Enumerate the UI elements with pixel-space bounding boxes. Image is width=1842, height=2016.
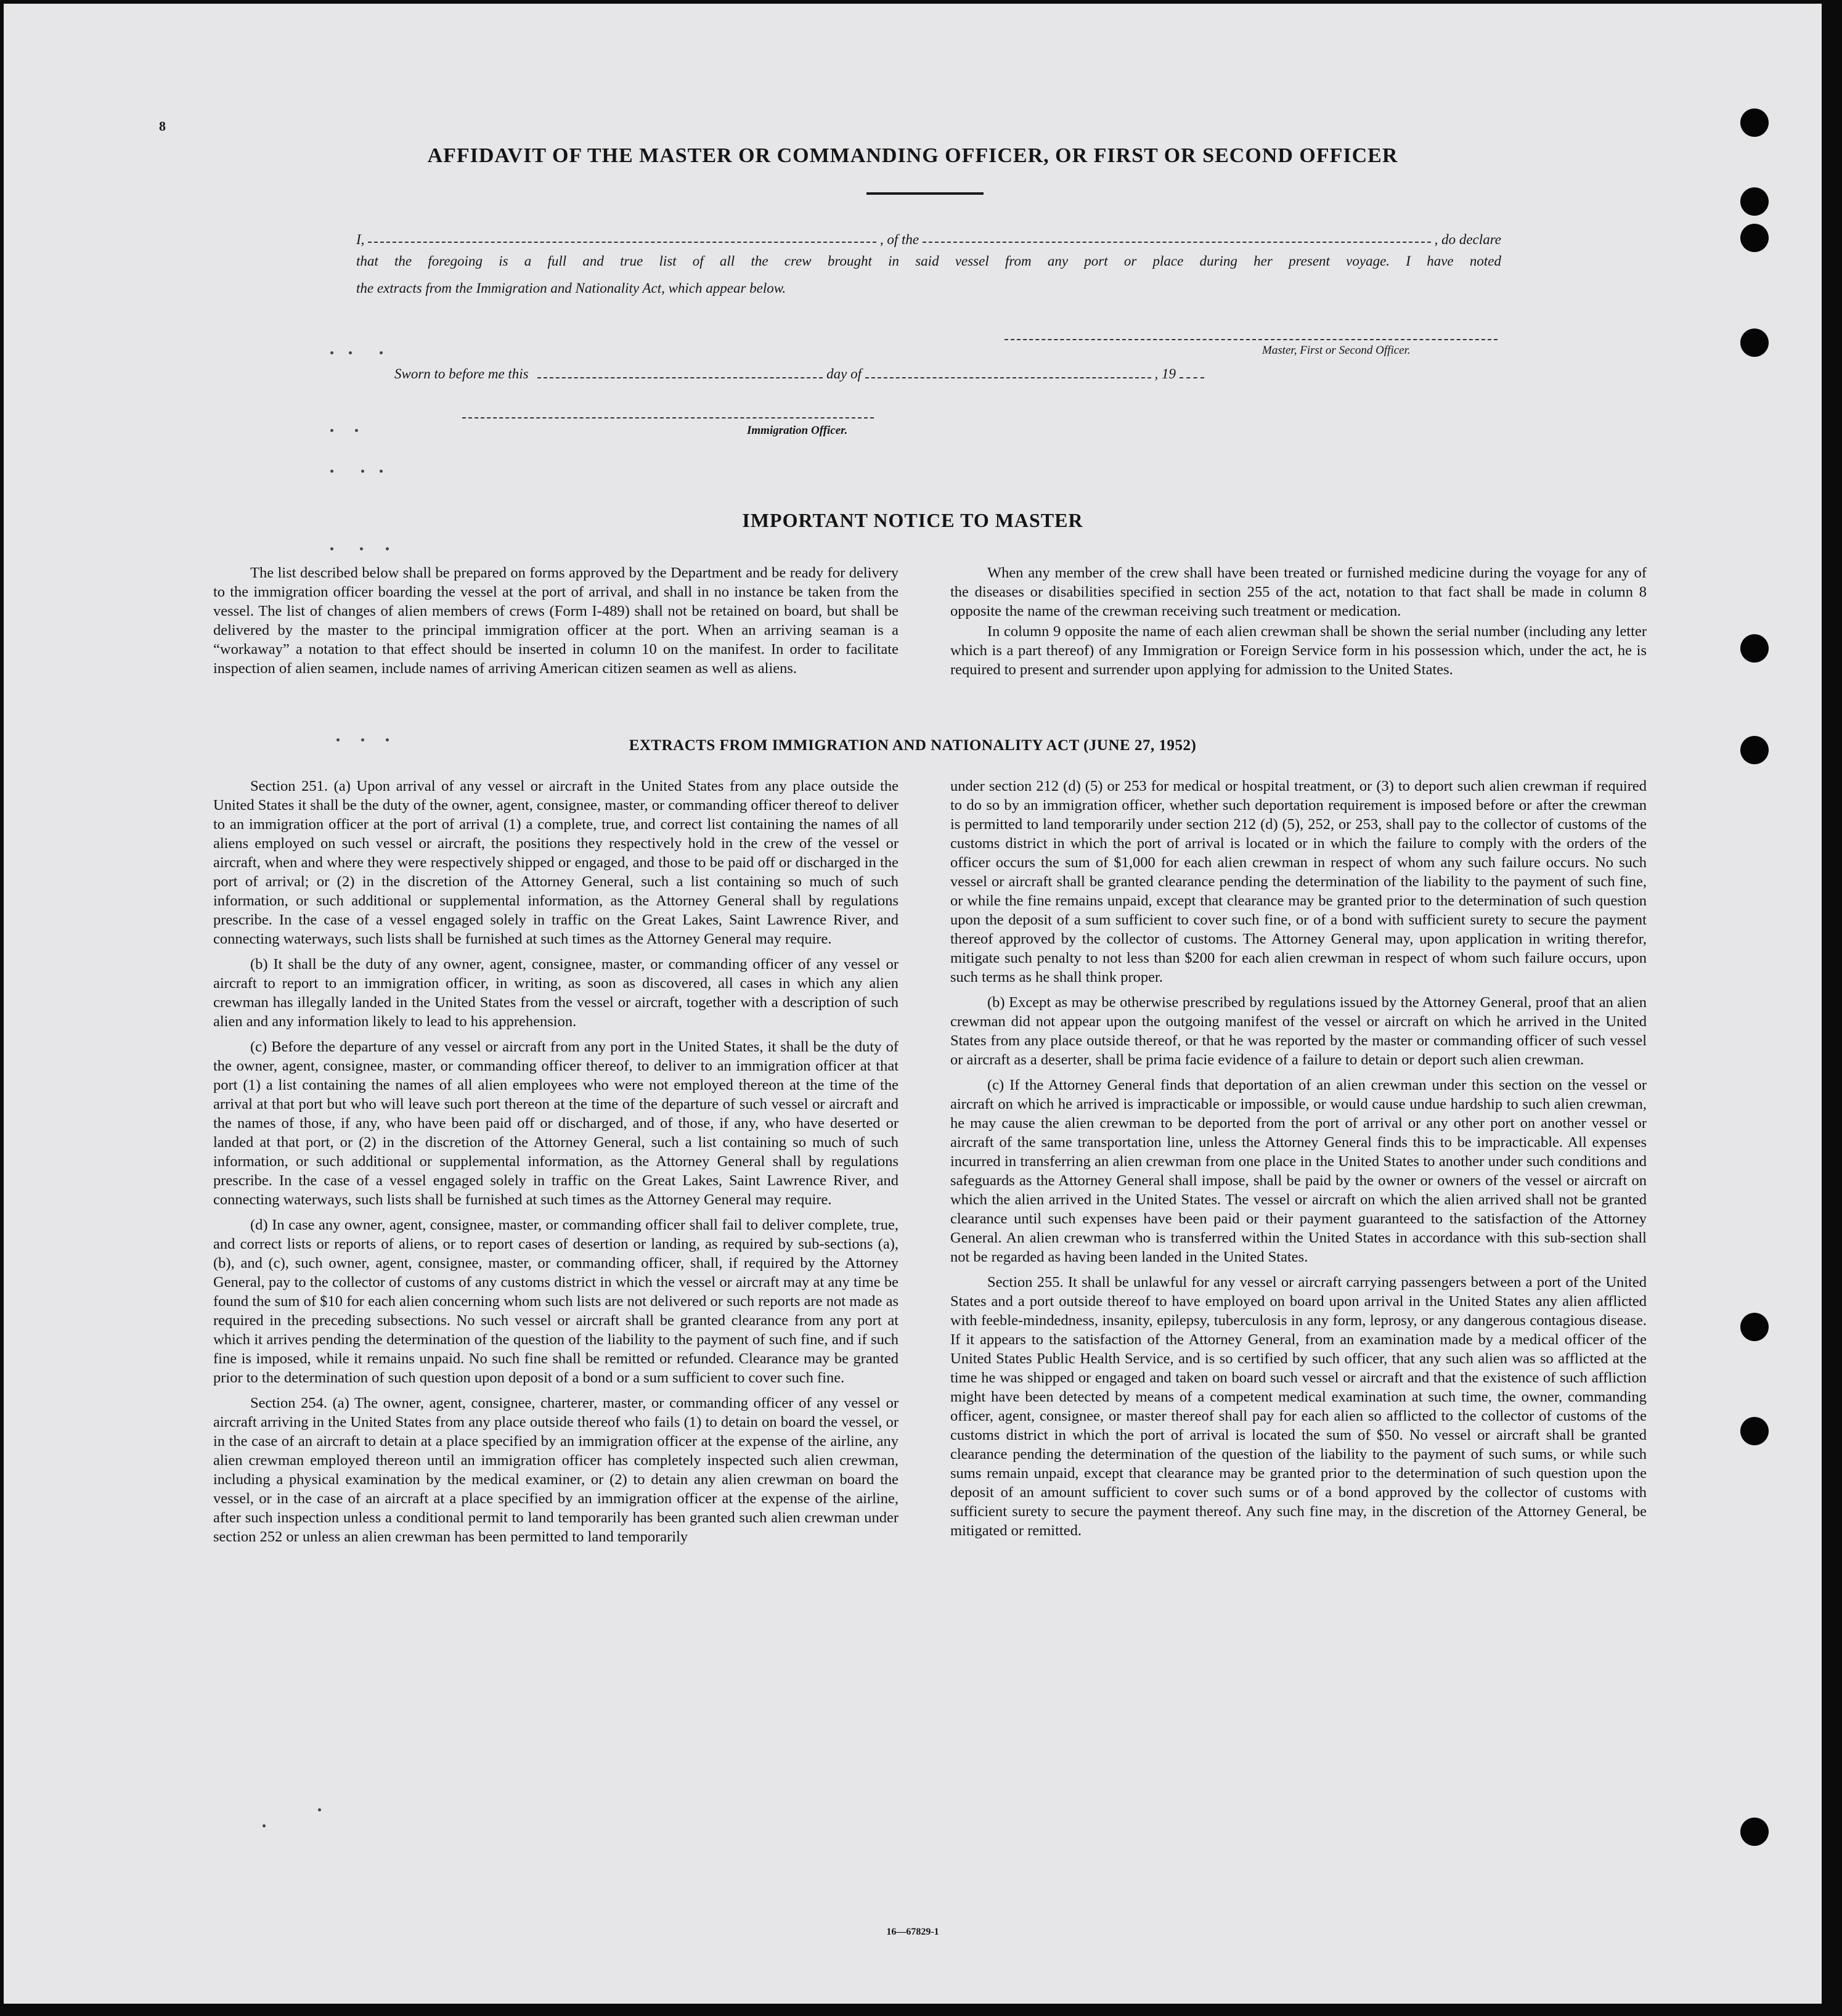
punch-hole — [1740, 108, 1769, 137]
master-signature-line[interactable] — [1005, 338, 1498, 340]
speck — [355, 429, 358, 432]
affidavit-title: AFFIDAVIT OF THE MASTER OR COMMANDING OFFICER, OR FIRST OR SECOND OFFICER — [427, 144, 1398, 167]
speck — [330, 429, 333, 432]
speck — [349, 351, 352, 354]
extracts-right-column — [950, 777, 1647, 1540]
punch-hole — [1740, 224, 1769, 252]
extracts-title: EXTRACTS FROM IMMIGRATION AND NATIONALITY ACT (JUNE 27, 1952) — [629, 737, 1197, 754]
officer-signature-line[interactable] — [462, 417, 874, 418]
sworn-month-field[interactable] — [865, 377, 1151, 378]
document-page — [4, 4, 1822, 2004]
notice-paragraph: In column 9 opposite the name of each alien crewman shall be shown the serial number (including any letter which is a part thereof) of any Immigration or Foreign Service form in his possession which, under the act, he is required to present and surrender upon applying for admission to the United States. — [950, 623, 1647, 678]
master-caption: Master, First or Second Officer. — [1262, 344, 1411, 357]
section-254-a: Section 254. (a) The owner, agent, consignee, charterer, master, or commanding officer of any vessel or aircraft arriving in the United States from any place outside thereof who fails (1) to detain on board the vessel, or in the case of an aircraft to detain at a place specified by an immigration officer at the expense of the airline, any alien crewman employed thereon until an immigration officer has completely inspected such alien crewman, including a physical examination by the medical examiner, or (2) to detain any alien crewman on board the vessel, or in the case of an aircraft at a place specified by an immigration officer at the expense of the airline, after such inspection unless a conditional permit to land temporarily has been granted such alien crewman under section 252 or unless an alien crewman has been permitted to land temporarily — [213, 1395, 899, 1545]
speck — [263, 1824, 266, 1827]
speck — [360, 547, 363, 550]
sworn-line — [394, 366, 1208, 382]
speck — [361, 470, 364, 473]
section-254-a-continued: under section 212 (d) (5) or 253 for medical or hospital treatment, or (3) to deport such alien crewman if required to do so by an immigration officer, whether such deportation requirement is imposed before or after the crewman is permitted to land temporarily under section 212 (d) (5), 252, or 253, shall pay to the collector of customs of the customs district in which the port of arrival is located or in which the failure to comply with the orders of the officer occurs the sum of $1,000 for each alien crewman in respect of whom any such failure occurs. No such vessel or aircraft shall be granted clearance pending the determination of the liability to the payment of such fine, or while the fine remains unpaid, except that clearance may be granted prior to the determination of such question upon the deposit of a sum sufficient to cover such fine, or of a bond with sufficient surety to secure the payment thereof approved by the collector of customs. The Attorney General may, upon application in writing therefor, mitigate such penalty to not less than $200 for each alien crewman in respect of whom such failure occurs, upon such terms as he shall think proper. — [950, 778, 1647, 986]
speck — [386, 547, 389, 550]
declaration-end: , do declare — [1434, 232, 1502, 247]
speck — [330, 470, 333, 473]
sworn-day-field[interactable] — [537, 377, 823, 378]
declaration-line-3: the extracts from the Immigration and Nationality Act, which appear below. — [356, 280, 786, 296]
punch-hole — [1740, 1313, 1769, 1341]
notice-left-column — [213, 563, 899, 684]
master-name-field[interactable] — [368, 241, 876, 243]
section-251-b: (b) It shall be the duty of any owner, agent, consignee, master, or commanding officer of any vessel or aircraft to report to an immigration officer, in writing, as soon as discovered, all cases in which any alien crewman has illegally landed in the United States from the vessel or aircraft, together with a description of such alien and any information likely to lead to his apprehension. — [213, 956, 899, 1030]
notice-paragraph: The list described below shall be prepared on forms approved by the Department and be ready for delivery to the immigration officer boarding the vessel at the port of arrival, and shall in no instance be taken from the vessel. The list of changes of alien members of crews (Form I-489) shall not be retained on board, but shall be delivered by the master to the principal immigration officer at the port. When an arriving seaman is a “workaway” a notation to that effect should be inserted in column 10 on the manifest. In order to facilitate inspection of alien seamen, include names of arriving American citizen seamen as well as aliens. — [213, 565, 899, 677]
form-number: 16—67829-1 — [886, 1927, 939, 1937]
punch-hole — [1740, 329, 1769, 357]
section-254-c: (c) If the Attorney General finds that deportation of an alien crewman under this section on the vessel or aircraft on which he arrived is impracticable or impossible, or would cause undue hardship to such alien crewman, he may cause the alien crewman to be deported from the port of arrival or any other port on another vessel or aircraft of the same transportation line, unless the Attorney General finds this to be impracticable. All expenses incurred in transferring an alien crewman from one place in the United States to another under such conditions and safeguards as the Attorney General shall impose, shall be paid by the owner or owners of the vessel or aircraft on which the alien arrived in the United States. The vessel or aircraft on which the alien arrived shall not be granted clearance until such expenses have been paid or their payment guaranteed to the satisfaction of the Attorney General. An alien crewman who is transferred within the United States in accordance with this sub-section shall not be regarded as having been landed in the United States. — [950, 1077, 1647, 1265]
punch-hole — [1740, 1417, 1769, 1445]
notice-paragraph: When any member of the crew shall have been treated or furnished medicine during the voyage for any of the diseases or disabilities specified in section 255 of the act, notation to that fact shall be made in column 8 opposite the name of the crewman receiving such treatment or medication. — [950, 565, 1647, 619]
speck — [330, 547, 333, 550]
section-251-a: Section 251. (a) Upon arrival of any vessel or aircraft in the United States from any place outside the United States it shall be the duty of the owner, agent, consignee, master, or commanding officer thereof to deliver to an immigration officer at the port of arrival (1) a complete, true, and correct list containing the names of all aliens employed on such vessel or aircraft, the positions they respectively hold in the crew of the vessel or aircraft, when and where they were respectively shipped or engaged, and those to be paid off or discharged in the port of arrival; or (2) in the discretion of the Attorney General, such a list containing so much of such information, or such additional or supplemental information, as the Attorney General shall by regulations prescribe. In the case of a vessel engaged solely in traffic on the Great Lakes, Saint Lawrence River, and connecting waterways, such lists shall be furnished at such times as the Attorney General may require. — [213, 778, 899, 947]
section-255: Section 255. It shall be unlawful for any vessel or aircraft carrying passengers between a port of the United States and a port outside thereof to have employed on board upon arrival in the United States any alien afflicted with feeble-mindedness, insanity, epilepsy, tuberculosis in any form, leprosy, or any dangerous contagious disease. If it appears to the satisfaction of the Attorney General, from an examination made by a medical officer of the United States Public Health Service, and is so certified by such officer, that any such alien was so afflicted at the time he was shipped or engaged and taken on board such vessel or aircraft and that the existence of such affliction might have been detected by means of a competent medical examination at such time, the owner, commanding officer, agent, consignee, or master thereof shall pay for each alien so afflicted to the collector of customs of the customs district in which the port of arrival is located the sum of $50. No vessel or aircraft shall be granted clearance pending the determination of the question of the liability to the payment of such sums, or while such sums remain unpaid, except that clearance may be granted prior to the determination of such question upon the deposit of an amount sufficient to cover such sums or of a bond approved by the collector of customs with sufficient surety to secure the payment thereof. Any such fine may, in the discretion of the Attorney General, be mitigated or remitted. — [950, 1274, 1647, 1539]
sworn-end: , 19 — [1154, 366, 1176, 382]
speck — [318, 1808, 321, 1811]
section-251-d: (d) In case any owner, agent, consignee, master, or commanding officer shall fail to deliver complete, true, and correct lists or reports of aliens, or to report cases of desertion or landing, as required by sub-sections (a), (b), and (c), such owner, agent, consignee, master, or commanding officer, shall, if required by the Attorney General, pay to the collector of customs of any customs district in which the vessel or aircraft may at any time be found the sum of $10 for each alien concerning whom such lists are not delivered or such reports are not made as required in the preceding subsections. No such vessel or aircraft shall be granted clearance from any port at which it arrives pending the determination of the question of the liability to the payment of such fine, and if such fine is imposed, while it remains unpaid. No such fine shall be remitted or refunded. Clearance may be granted prior to the determination of such question upon deposit of a bond or a sum sufficient to cover such fine. — [213, 1217, 899, 1386]
section-254-b: (b) Except as may be otherwise prescribed by regulations issued by the Attorney General, proof that an alien crewman did not appear upon the outgoing manifest of the vessel or aircraft on which he arrived in the United States from any place outside thereof, or that he was reported by the master or commanding officer of such vessel or aircraft as a deserter, shall be prima facie evidence of a failure to detain or deport such alien crewman. — [950, 994, 1647, 1068]
section-251-c: (c) Before the departure of any vessel or aircraft from any port in the United States, it shall be the duty of the owner, agent, consignee, master, or commanding officer thereof, to deliver to an immigration officer at that port (1) a list containing the names of all alien employees who were not employed thereon at the time of the arrival at that port but who will leave such port thereon at the time of the departure of such vessel or aircraft and the names of those, if any, who have been paid off or discharged, and of those, if any, who have deserted or landed at that port, or (2) in the discretion of the Attorney General, such a list containing so much of such information, or such additional or supplemental information, as the Attorney General shall by regulations prescribe. In the case of a vessel engaged solely in traffic on the Great Lakes, Saint Lawrence River, and connecting waterways, such lists shall be furnished at such times as the Attorney General may require. — [213, 1039, 899, 1208]
notice-title: IMPORTANT NOTICE TO MASTER — [742, 509, 1083, 531]
extracts-left-column — [213, 777, 899, 1546]
punch-hole — [1740, 187, 1769, 216]
speck — [330, 351, 333, 354]
speck — [380, 351, 383, 354]
declaration-line-2: that the foregoing is a full and true list of all the crew brought in said vessel from any port or place during her present voyage. I have noted — [356, 253, 1501, 269]
declaration-start: I, — [356, 232, 365, 247]
title-rule — [866, 192, 984, 195]
sworn-year-field[interactable] — [1180, 377, 1204, 378]
page-mark: 8 — [159, 118, 166, 134]
affidavit-block — [356, 223, 1501, 302]
sworn-mid: day of — [826, 366, 862, 382]
officer-caption: Immigration Officer. — [747, 424, 848, 437]
punch-hole — [1740, 634, 1769, 663]
vessel-name-field[interactable] — [923, 241, 1430, 243]
declaration-line — [356, 223, 1501, 248]
declaration-mid: , of the — [879, 232, 919, 247]
speck — [380, 470, 383, 473]
punch-hole — [1740, 1818, 1769, 1846]
notice-right-column — [950, 563, 1647, 685]
sworn-start: Sworn to before me this — [394, 366, 529, 382]
